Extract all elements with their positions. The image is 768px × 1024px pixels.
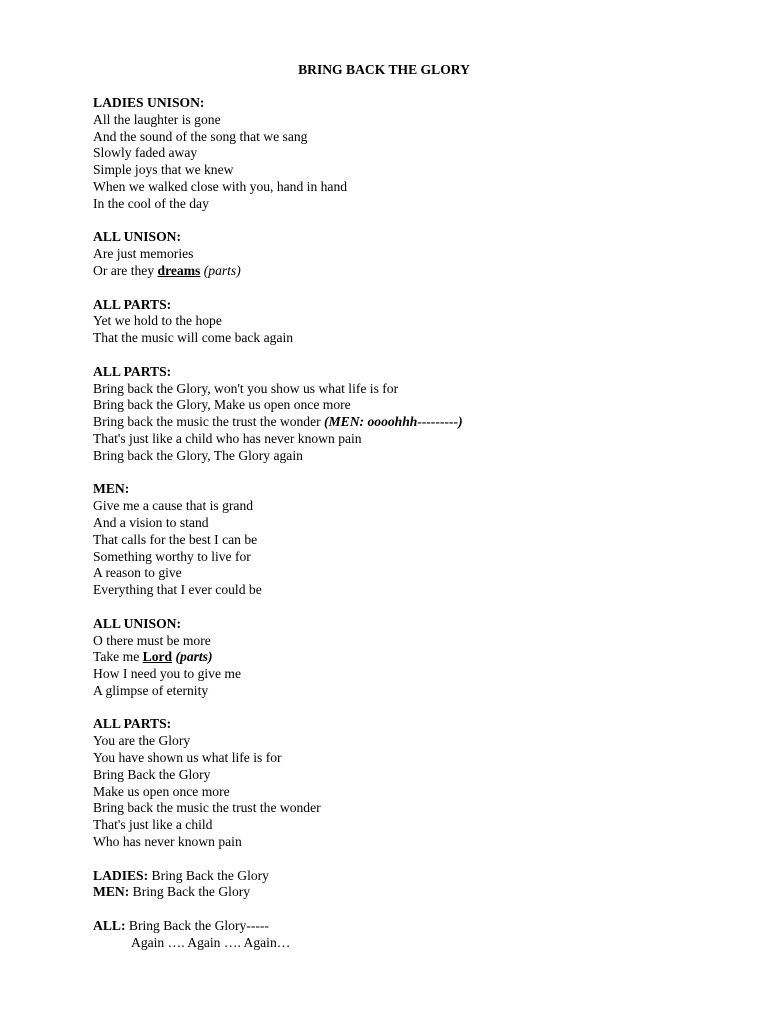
men-note: (MEN: oooohhh---------) [324, 414, 463, 430]
section-gap [93, 851, 693, 868]
lyric-line: Bring back the Glory, won't you show us what life is for [93, 380, 399, 396]
lyric-line: Bring Back the Glory [93, 766, 211, 782]
lyric-line: Bring back the Glory, The Glory again [93, 447, 303, 463]
lyric-line: That's just like a child who has never known pain [93, 430, 362, 446]
section-gap [93, 213, 693, 230]
lyric-line [93, 414, 693, 431]
section-header: ALL PARTS: [93, 296, 172, 312]
section-ladies-unison [93, 95, 693, 213]
lyric-line: Again …. Again …. Again… [131, 934, 291, 950]
section-header: ALL UNISON: [93, 615, 182, 631]
part-label: LADIES: [93, 867, 149, 883]
lyric-line [93, 884, 693, 901]
section-all-parts-3 [93, 716, 693, 850]
section-header: ALL UNISON: [93, 229, 182, 245]
lyric-line [93, 918, 693, 935]
lyric-line: Bring back the music the trust the wonder [93, 800, 321, 816]
section-header: MEN: [93, 481, 130, 497]
lyric-line: Give me a cause that is grand [93, 498, 254, 514]
lyric-line: Who has never known pain [93, 834, 242, 850]
lyric-line: Are just memories [93, 246, 194, 262]
lyric-line: Everything that I ever could be [93, 582, 262, 598]
section-ladies-men [93, 868, 693, 902]
lyric-line: Bring back the Glory, Make us open once more [93, 397, 351, 413]
lyric-line: Yet we hold to the hope [93, 313, 222, 329]
lyric-line: Make us open once more [93, 783, 230, 799]
lyric-line: And the sound of the song that we sang [93, 128, 308, 144]
lyric-line [93, 263, 693, 280]
section-gap [93, 280, 693, 297]
parts-note: (parts) [200, 262, 241, 278]
emphasized-word: Lord [142, 649, 173, 665]
section-all-parts-2 [93, 364, 693, 465]
lyric-line: Something worthy to live for [93, 548, 251, 564]
lyric-line: That's just like a child [93, 817, 213, 833]
section-all-parts-1 [93, 297, 693, 347]
lyric-line: How I need you to give me [93, 666, 241, 682]
lyric-text: Bring Back the Glory----- [125, 918, 269, 934]
section-all-final [93, 918, 693, 952]
lyric-text: Bring Back the Glory [129, 884, 251, 900]
parts-note: (parts) [172, 649, 213, 665]
section-all-unison-1 [93, 229, 693, 279]
section-gap [93, 599, 693, 616]
lyric-text: Or are they [93, 262, 158, 278]
lyric-line: A reason to give [93, 565, 182, 581]
section-all-unison-2 [93, 616, 693, 700]
section-gap [93, 700, 693, 717]
section-header: ALL PARTS: [93, 363, 172, 379]
lyric-line: You are the Glory [93, 733, 191, 749]
lyric-line [93, 868, 693, 885]
lyric-line [93, 649, 693, 666]
section-header: ALL PARTS: [93, 716, 172, 732]
section-gap [93, 347, 693, 364]
lyric-line: That calls for the best I can be [93, 531, 258, 547]
emphasized-word: dreams [157, 262, 201, 278]
lyric-line: O there must be more [93, 632, 211, 648]
section-gap [93, 901, 693, 918]
part-label: ALL: [93, 918, 126, 934]
lyric-line: Slowly faded away [93, 145, 198, 161]
lyric-text: Take me [93, 649, 143, 665]
lyric-line: That the music will come back again [93, 330, 294, 346]
lyric-line: When we walked close with you, hand in hand [93, 178, 348, 194]
lyrics-body [93, 95, 693, 952]
lyric-line: Simple joys that we knew [93, 162, 234, 178]
lyric-line: A glimpse of eternity [93, 682, 209, 698]
section-men [93, 481, 693, 599]
lyric-line: All the laughter is gone [93, 111, 221, 127]
lyric-line: And a vision to stand [93, 514, 209, 530]
section-header: LADIES UNISON: [93, 95, 205, 110]
section-gap [93, 465, 693, 482]
part-label: MEN: [93, 884, 130, 900]
song-title: BRING BACK THE GLORY [298, 62, 470, 77]
lyric-text: Bring back the music the trust the wonder [93, 414, 325, 430]
lyric-line: You have shown us what life is for [93, 750, 282, 766]
lyric-text: Bring Back the Glory [148, 867, 269, 883]
lyric-line: In the cool of the day [93, 195, 209, 211]
